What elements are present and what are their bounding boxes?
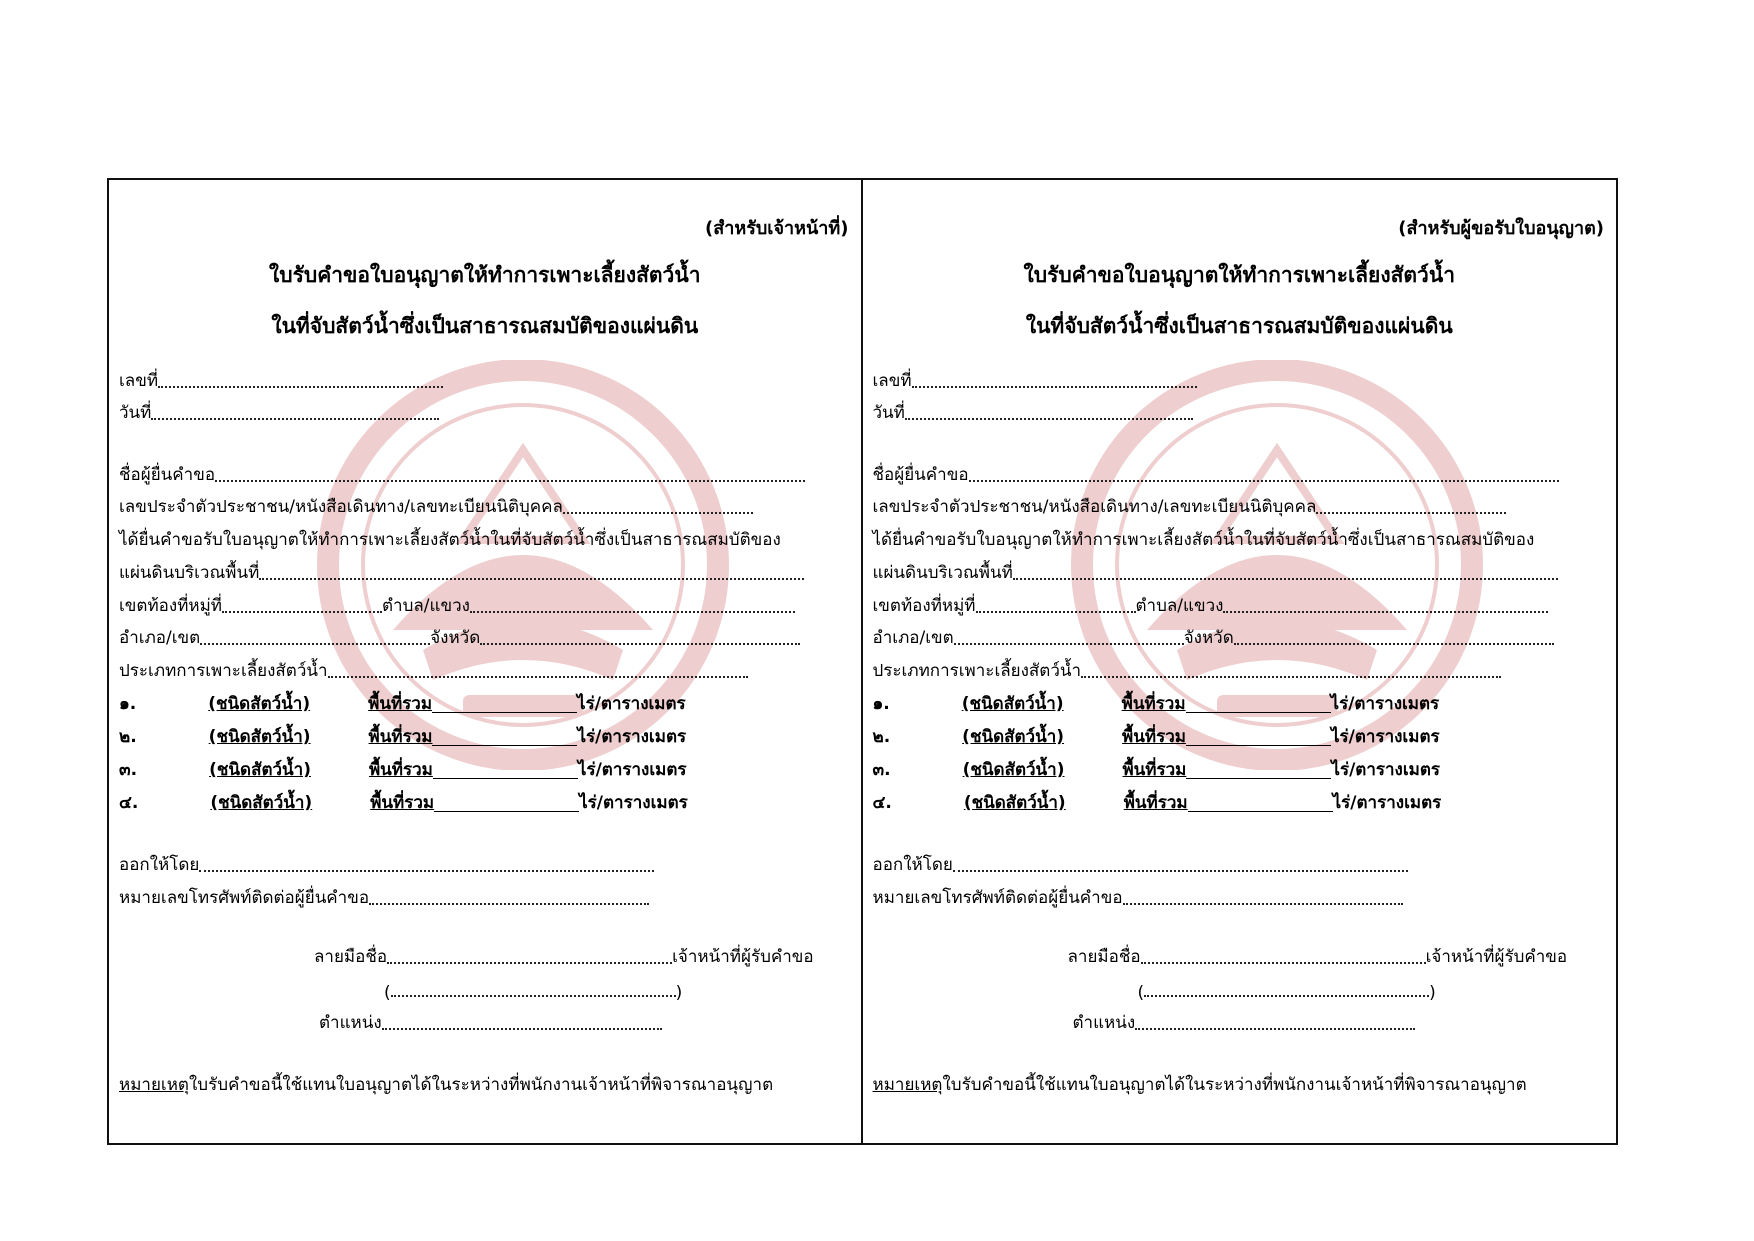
total-area-label: พื้นที่รวม: [1122, 727, 1186, 747]
paren-close: ): [675, 983, 683, 1003]
culture-type-label: ประเภทการเพาะเลี้ยงสัตว์น้ำ: [872, 661, 1082, 681]
form-title-line2: ในที่จับสัตว์น้ำซึ่งเป็นสาธารณสมบัติของแผ่นดิน: [271, 314, 699, 338]
paren-open: (: [384, 983, 391, 1003]
form-copy-applicant: [863, 180, 1617, 1143]
total-area-field[interactable]: [1186, 712, 1331, 713]
phone-field[interactable]: [1123, 903, 1403, 905]
form-copy-officer: [109, 180, 863, 1143]
issued-by-row: [119, 850, 654, 878]
species-row-3: [873, 755, 1441, 783]
signature-row: [314, 942, 814, 970]
species-row-number: ๑.: [872, 694, 890, 714]
species-field[interactable]: (ชนิดสัตว์น้ำ): [208, 694, 311, 714]
form-title-line2: ในที่จับสัตว์น้ำซึ่งเป็นสาธารณสมบัติของแผ่นดิน: [1025, 314, 1453, 338]
area-unit-label: ไร่/ตารางเมตร: [1331, 760, 1441, 780]
village-row: [119, 591, 795, 619]
subdistrict-field[interactable]: [470, 611, 795, 613]
total-area-field[interactable]: [1186, 745, 1331, 746]
phone-label: หมายเลขโทรศัพท์ติดต่อผู้ยื่นคำขอ: [872, 888, 1123, 908]
species-row-number: ๑.: [119, 694, 137, 714]
area-unit-label: ไร่/ตารางเมตร: [577, 760, 687, 780]
applicant-row: [873, 460, 1559, 488]
species-row-number: ๔.: [872, 793, 892, 813]
total-area-label: พื้นที่รวม: [1122, 760, 1187, 780]
signature-role: เจ้าหน้าที่ผู้รับคำขอ: [1425, 947, 1568, 967]
culture-type-label: ประเภทการเพาะเลี้ยงสัตว์น้ำ: [119, 661, 328, 681]
note-row: [119, 1070, 773, 1098]
species-row-number: ๔.: [119, 793, 139, 813]
province-label: จังหวัด: [1183, 628, 1234, 648]
applicant-row: [119, 460, 805, 488]
district-field[interactable]: [200, 643, 430, 645]
signature-name-field[interactable]: [1144, 995, 1429, 997]
paren-close: ): [1429, 983, 1436, 1003]
province-field[interactable]: [480, 643, 800, 645]
receipt-no-row: [119, 366, 443, 394]
area-unit-label: ไร่/ตารางเมตร: [577, 694, 686, 714]
date-label: วันที่: [119, 403, 152, 423]
total-area-field[interactable]: [1188, 811, 1333, 812]
issued-by-field[interactable]: [199, 870, 654, 872]
total-area-label: พื้นที่รวม: [1123, 793, 1188, 813]
id-number-label: เลขประจำตัวประชาชน/หนังสือเดินทาง/เลขทะเบียนนิติบุคคล: [119, 497, 563, 517]
statement-text: ได้ยื่นคำขอรับใบอนุญาตให้ทำการเพาะเลี้ยงสัตว์น้ำในที่จับสัตว์น้ำซึ่งเป็นสาธารณสมบัติของ: [872, 530, 1535, 550]
district-label: อำเภอ/เขต: [119, 628, 201, 648]
species-field[interactable]: (ชนิดสัตว์น้ำ): [963, 793, 1066, 813]
culture-type-row: [119, 656, 748, 684]
province-field[interactable]: [1234, 643, 1554, 645]
total-area-field[interactable]: [433, 778, 578, 779]
area-field[interactable]: [259, 578, 804, 580]
area-unit-label: ไร่/ตารางเมตร: [1330, 727, 1440, 747]
signature-name-row: [384, 975, 682, 1003]
copy-label: (สำหรับเจ้าหน้าที่): [705, 218, 849, 239]
species-row-number: ๓.: [119, 760, 138, 780]
area-field[interactable]: [1013, 578, 1558, 580]
village-label: เขตท้องที่หมู่ที่: [119, 596, 223, 616]
note-label: หมายเหตุ: [872, 1075, 943, 1095]
total-area-field[interactable]: [432, 712, 577, 713]
district-row: [119, 623, 800, 651]
subdistrict-label: ตำบล/แขวง: [382, 596, 470, 616]
position-label: ตำแหน่ง: [1072, 1013, 1136, 1033]
applicant-label: ชื่อผู้ยื่นคำขอ: [119, 465, 216, 485]
receipt-no-label: เลขที่: [872, 371, 912, 391]
signature-field[interactable]: [1141, 962, 1426, 964]
species-row-2: [119, 722, 686, 750]
date-row: [119, 398, 439, 426]
subdistrict-label: ตำบล/แขวง: [1135, 596, 1224, 616]
species-row-4: [119, 788, 688, 816]
position-row: [1073, 1008, 1416, 1036]
total-area-label: พื้นที่รวม: [1121, 694, 1186, 714]
area-unit-label: ไร่/ตารางเมตร: [1330, 694, 1440, 714]
species-field[interactable]: (ชนิดสัตว์น้ำ): [962, 727, 1065, 747]
id-number-field[interactable]: [563, 512, 753, 514]
receipt-no-label: เลขที่: [119, 371, 159, 391]
species-row-2: [873, 722, 1440, 750]
total-area-field[interactable]: [434, 811, 579, 812]
note-row: [873, 1070, 1527, 1098]
signature-name-row: [1138, 975, 1436, 1003]
statement-text: ได้ยื่นคำขอรับใบอนุญาตให้ทำการเพาะเลี้ยงสัตว์น้ำในที่จับสัตว์น้ำซึ่งเป็นสาธารณสมบัติของ: [119, 530, 781, 550]
species-row-number: ๒.: [872, 727, 891, 747]
species-row-number: ๒.: [119, 727, 137, 747]
signature-field[interactable]: [387, 962, 672, 964]
signature-row: [1068, 942, 1568, 970]
date-label: วันที่: [872, 403, 905, 423]
issued-by-row: [873, 850, 1408, 878]
phone-field[interactable]: [369, 903, 649, 905]
id-number-label: เลขประจำตัวประชาชน/หนังสือเดินทาง/เลขทะเบียนนิติบุคคล: [872, 497, 1317, 517]
village-field[interactable]: [222, 611, 382, 613]
area-unit-label: ไร่/ตารางเมตร: [579, 793, 688, 813]
total-area-field[interactable]: [1186, 778, 1331, 779]
district-field[interactable]: [954, 643, 1184, 645]
village-label: เขตท้องที่หมู่ที่: [872, 596, 976, 616]
total-area-field[interactable]: [432, 745, 577, 746]
date-field[interactable]: [905, 418, 1193, 420]
area-row: [119, 558, 804, 586]
applicant-field[interactable]: [969, 480, 1559, 482]
species-field[interactable]: (ชนิดสัตว์น้ำ): [961, 694, 1064, 714]
culture-type-field[interactable]: [328, 676, 748, 678]
id-number-field[interactable]: [1316, 512, 1506, 514]
phone-row: [119, 883, 649, 911]
area-unit-label: ไร่/ตารางเมตร: [577, 727, 687, 747]
issued-by-label: ออกให้โดย: [119, 855, 200, 875]
village-field[interactable]: [976, 611, 1136, 613]
position-field[interactable]: [382, 1028, 662, 1030]
species-row-3: [119, 755, 687, 783]
position-row: [319, 1008, 662, 1036]
village-row: [873, 591, 1549, 619]
statement-row: [119, 525, 781, 553]
id-number-row: [119, 492, 753, 520]
signature-name-field[interactable]: [391, 995, 676, 997]
applicant-label: ชื่อผู้ยื่นคำขอ: [872, 465, 969, 485]
form-sheet: [107, 178, 1618, 1145]
species-row-number: ๓.: [872, 760, 891, 780]
date-row: [873, 398, 1193, 426]
signature-label: ลายมือชื่อ: [1067, 947, 1141, 967]
species-field[interactable]: (ชนิดสัตว์น้ำ): [209, 760, 311, 780]
note-text: ใบรับคำขอนี้ใช้แทนใบอนุญาตได้ในระหว่างที่พนักงานเจ้าหน้าที่พิจารณาอนุญาต: [942, 1075, 1527, 1095]
position-label: ตำแหน่ง: [319, 1013, 382, 1033]
district-row: [873, 623, 1554, 651]
total-area-label: พื้นที่รวม: [368, 727, 433, 747]
species-row-1: [873, 689, 1440, 717]
subdistrict-field[interactable]: [1223, 611, 1548, 613]
note-text: ใบรับคำขอนี้ใช้แทนใบอนุญาตได้ในระหว่างที่พนักงานเจ้าหน้าที่พิจารณาอนุญาต: [188, 1075, 774, 1095]
culture-type-row: [873, 656, 1502, 684]
district-label: อำเภอ/เขต: [872, 628, 954, 648]
date-field[interactable]: [151, 418, 439, 420]
province-label: จังหวัด: [430, 628, 481, 648]
signature-role: เจ้าหน้าที่ผู้รับคำขอ: [672, 947, 814, 967]
position-field[interactable]: [1135, 1028, 1415, 1030]
species-row-1: [119, 689, 686, 717]
applicant-field[interactable]: [215, 480, 805, 482]
area-unit-label: ไร่/ตารางเมตร: [1332, 793, 1442, 813]
species-field[interactable]: (ชนิดสัตว์น้ำ): [210, 793, 313, 813]
issued-by-label: ออกให้โดย: [872, 855, 953, 875]
note-label: หมายเหตุ: [119, 1075, 189, 1095]
form-title-line1: ใบรับคำขอใบอนุญาตให้ทำการเพาะเลี้ยงสัตว์น้ำ: [1023, 263, 1455, 287]
signature-label: ลายมือชื่อ: [314, 947, 388, 967]
phone-row: [873, 883, 1403, 911]
receipt-no-field[interactable]: [158, 386, 443, 388]
copy-label: (สำหรับผู้ขอรับใบอนุญาต): [1398, 218, 1604, 239]
species-field[interactable]: (ชนิดสัตว์น้ำ): [208, 727, 311, 747]
total-area-label: พื้นที่รวม: [368, 694, 433, 714]
receipt-no-field[interactable]: [912, 386, 1197, 388]
area-row: [873, 558, 1558, 586]
area-label: แผ่นดินบริเวณพื้นที่: [119, 563, 260, 583]
paren-open: (: [1137, 983, 1145, 1003]
id-number-row: [873, 492, 1507, 520]
area-label: แผ่นดินบริเวณพื้นที่: [872, 563, 1013, 583]
form-title-line1: ใบรับคำขอใบอนุญาตให้ทำการเพาะเลี้ยงสัตว์น้ำ: [269, 263, 701, 287]
issued-by-field[interactable]: [953, 870, 1408, 872]
phone-label: หมายเลขโทรศัพท์ติดต่อผู้ยื่นคำขอ: [119, 888, 370, 908]
total-area-label: พื้นที่รวม: [370, 793, 435, 813]
receipt-no-row: [873, 366, 1197, 394]
total-area-label: พื้นที่รวม: [368, 760, 433, 780]
species-field[interactable]: (ชนิดสัตว์น้ำ): [962, 760, 1065, 780]
culture-type-field[interactable]: [1081, 676, 1501, 678]
species-row-4: [873, 788, 1442, 816]
statement-row: [873, 525, 1535, 553]
